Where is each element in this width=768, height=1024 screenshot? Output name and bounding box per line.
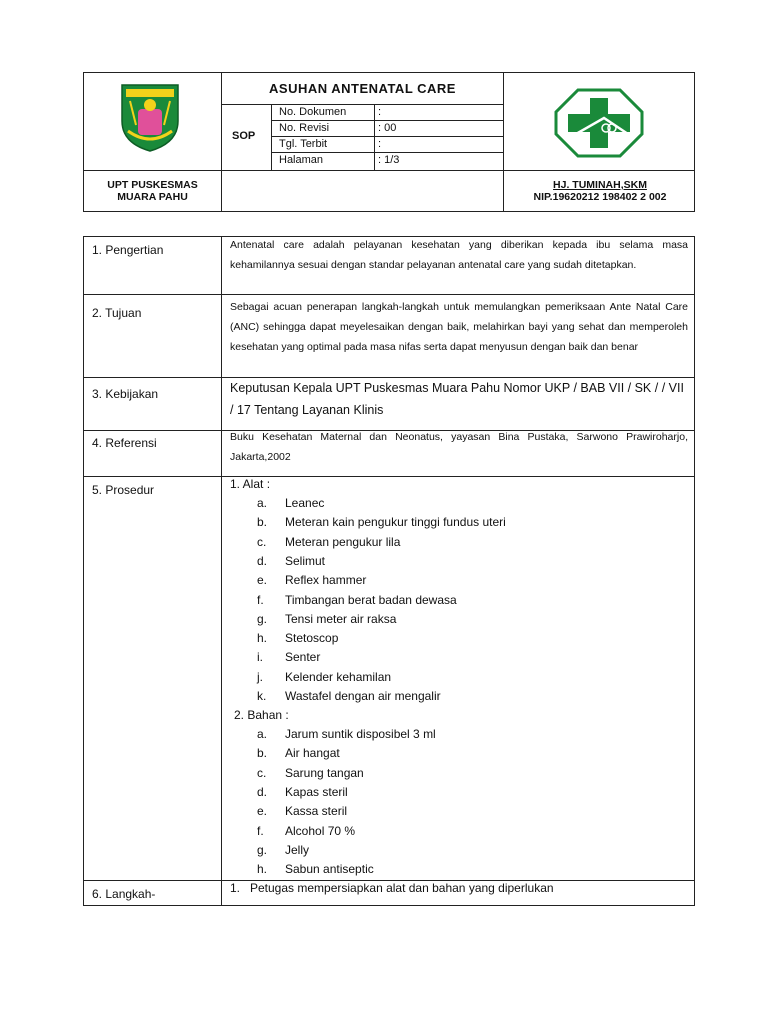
- meta-key-halaman: Halaman: [279, 154, 324, 166]
- list-marker: f.: [257, 592, 264, 607]
- list-item-text: Senter: [285, 650, 321, 665]
- list-marker: c.: [257, 534, 267, 549]
- meta-value-terbit: :: [378, 138, 382, 150]
- unit-line-1: UPT PUSKESMAS: [107, 179, 198, 191]
- list-marker: g.: [257, 842, 268, 857]
- kutai-barat-logo: [114, 81, 186, 153]
- list-item-text: Meteran kain pengukur tinggi fundus uteri: [285, 515, 506, 530]
- meta-key-terbit: Tgl. Terbit: [279, 138, 328, 150]
- list-item-text: Kelender kehamilan: [285, 669, 392, 684]
- unit-name: [84, 179, 221, 203]
- sop-header-table: [83, 72, 695, 212]
- list-marker: i.: [257, 650, 263, 665]
- list-marker: f.: [257, 823, 264, 838]
- list-item-text: Reflex hammer: [285, 573, 367, 588]
- alat-heading: 1. Alat :: [230, 477, 271, 491]
- label-tujuan: 2. Tujuan: [92, 306, 142, 320]
- list-item-text: Wastafel dengan air mengalir: [285, 689, 441, 703]
- list-marker: b.: [257, 515, 268, 530]
- list-item-text: Air hangat: [285, 746, 340, 761]
- list-marker: d.: [257, 553, 268, 568]
- list-marker: a.: [257, 496, 268, 510]
- list-marker: c.: [257, 765, 267, 780]
- text-pengertian: Antenatal care adalah pelayanan kesehatan yang diberikan kepada ibu selama masa kehamilannya sesuai dengan standar pelayanan antenatal care yang sudah ditetapkan.: [230, 239, 688, 271]
- label-prosedur: 5. Prosedur: [92, 483, 155, 497]
- list-item-text: Jarum suntik disposibel 3 ml: [285, 727, 436, 741]
- list-item-text: Jelly: [285, 842, 310, 857]
- meta-key-dokumen: No. Dokumen: [279, 106, 347, 118]
- meta-value-revisi: : 00: [378, 122, 397, 134]
- sop-label: SOP: [232, 130, 256, 142]
- langkah-step-number: 1.: [230, 881, 241, 895]
- list-marker: j.: [257, 669, 263, 684]
- list-marker: e.: [257, 573, 268, 588]
- label-langkah: 6. Langkah-: [92, 887, 156, 901]
- list-item-text: Selimut: [285, 553, 326, 568]
- unit-line-2: MUARA PAHU: [117, 191, 188, 203]
- meta-value-halaman: : 1/3: [378, 154, 400, 166]
- list-item-text: Kapas steril: [285, 784, 348, 799]
- signer-nip: NIP.19620212 198402 2 002: [533, 191, 667, 203]
- list-marker: e.: [257, 804, 268, 819]
- meta-value-dokumen: :: [378, 106, 382, 118]
- list-item-text: Stetoscop: [285, 631, 339, 646]
- text-tujuan: Sebagai acuan penerapan langkah-langkah untuk memulangkan pemeriksaan Ante Natal Care (ANC) sehingga dapat meyelesaikan dengan baik, melahirkan bayi yang sehat dan memperoleh kesehatan yang optimal pada masa nifas serta dapat menyusun dengan baik dan benar: [230, 301, 688, 353]
- meta-key-revisi: No. Revisi: [279, 122, 330, 134]
- list-item-text: Kassa steril: [285, 804, 348, 819]
- label-pengertian: 1. Pengertian: [92, 243, 164, 257]
- list-marker: k.: [257, 689, 267, 703]
- list-marker: h.: [257, 631, 268, 646]
- list-item-text: Sabun antiseptic: [285, 862, 374, 877]
- list-marker: g.: [257, 611, 268, 626]
- text-kebijakan: Keputusan Kepala UPT Puskesmas Muara Pahu Nomor UKP / BAB VII / SK / / VII / 17 Tentang Layanan Klinis: [230, 381, 684, 417]
- signer-name: HJ. TUMINAH,SKM: [553, 179, 647, 191]
- puskesmas-logo: [554, 88, 644, 158]
- document-title: ASUHAN ANTENATAL CARE: [269, 81, 456, 96]
- signature-block: [504, 179, 696, 203]
- list-marker: a.: [257, 727, 268, 741]
- label-kebijakan: 3. Kebijakan: [92, 387, 159, 401]
- list-item-text: Leanec: [285, 496, 325, 510]
- text-referensi: Buku Kesehatan Maternal dan Neonatus, yayasan Bina Pustaka, Sarwono Prawiroharjo, Jakarta,2002: [230, 431, 688, 463]
- label-referensi: 4. Referensi: [92, 436, 157, 450]
- list-marker: h.: [257, 862, 268, 877]
- list-item-text: Meteran pengukur lila: [285, 534, 401, 549]
- list-item-text: Alcohol 70 %: [285, 823, 356, 838]
- langkah-step-text: Petugas mempersiapkan alat dan bahan yang diperlukan: [250, 881, 554, 895]
- list-marker: b.: [257, 746, 268, 761]
- list-item-text: Sarung tangan: [285, 765, 364, 780]
- sop-body-table: [83, 236, 695, 906]
- list-item-text: Timbangan berat badan dewasa: [285, 592, 457, 607]
- bahan-heading: 2. Bahan :: [234, 708, 289, 722]
- list-item-text: Tensi meter air raksa: [285, 611, 397, 626]
- list-marker: d.: [257, 784, 268, 799]
